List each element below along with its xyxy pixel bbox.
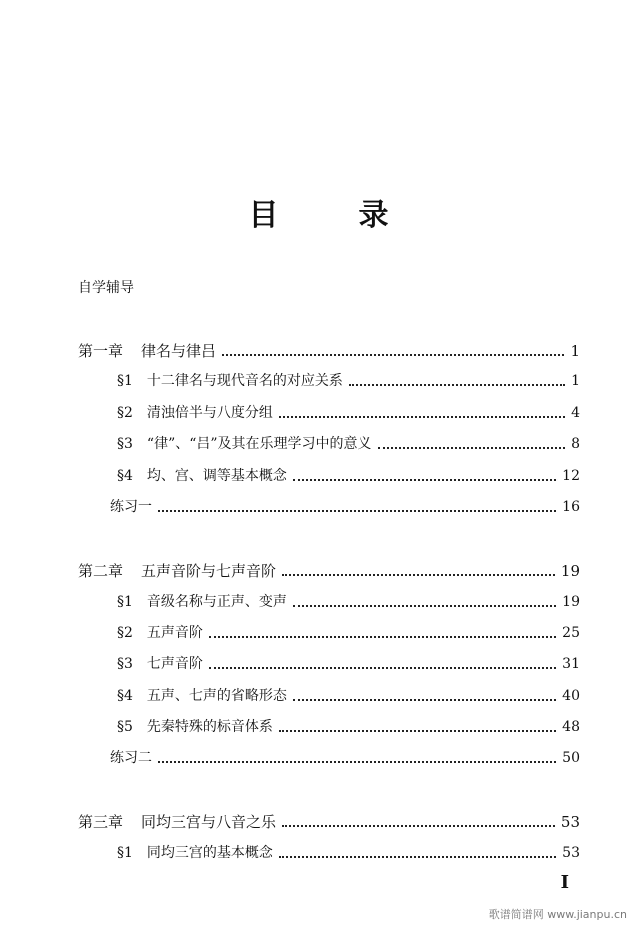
- section-title: 清浊倍半与八度分组: [146, 405, 273, 421]
- section-number: §1: [117, 594, 133, 610]
- section-title: 五声音阶: [146, 625, 203, 641]
- page-ref: 16: [562, 499, 580, 515]
- leader-dots: [378, 447, 566, 449]
- page-ref: 31: [562, 656, 580, 672]
- toc-ch2-section-2[interactable]: [117, 622, 580, 644]
- leader-dots: [222, 354, 564, 356]
- toc-chapter-2[interactable]: [78, 560, 580, 582]
- chapter-number: 第三章: [78, 813, 124, 831]
- chapter-title: 律名与律吕: [141, 342, 217, 360]
- chapter-number: 第一章: [78, 342, 124, 360]
- chapter-title: 五声音阶与七声音阶: [141, 562, 277, 580]
- toc-ch2-section-5[interactable]: [117, 716, 580, 738]
- section-title: 同均三宫的基本概念: [146, 845, 273, 861]
- page-ref: 8: [571, 436, 580, 452]
- toc-ch1-section-2[interactable]: [117, 402, 580, 424]
- toc-chapter-3[interactable]: [78, 811, 580, 833]
- section-number: §3: [117, 656, 133, 672]
- toc-ch2-exercise[interactable]: [110, 747, 580, 769]
- leader-dots: [209, 636, 556, 638]
- site-watermark: 歌谱简谱网 www.jianpu.cn: [488, 908, 627, 921]
- section-title: 七声音阶: [146, 656, 203, 672]
- leader-dots: [282, 574, 555, 576]
- leader-dots: [293, 479, 556, 481]
- chapter-number: 第二章: [78, 562, 124, 580]
- toc-ch2-section-1[interactable]: [117, 591, 580, 613]
- page-ref: 53: [562, 845, 580, 861]
- title-char-1: 目: [248, 198, 279, 233]
- leader-dots: [282, 825, 555, 827]
- page-ref: 12: [562, 468, 580, 484]
- leader-dots: [209, 667, 556, 669]
- toc-ch3-section-1[interactable]: [117, 842, 580, 864]
- section-title: 均、宫、调等基本概念: [146, 468, 287, 484]
- toc-ch2-section-3[interactable]: [117, 653, 580, 675]
- section-number: §1: [117, 845, 133, 861]
- leader-dots: [293, 605, 556, 607]
- page-ref: 50: [562, 750, 580, 766]
- page-ref: 48: [562, 719, 580, 735]
- page-ref: 25: [562, 625, 580, 641]
- leader-dots: [349, 384, 565, 386]
- section-number: §4: [117, 688, 133, 704]
- toc-ch1-section-3[interactable]: [117, 433, 580, 455]
- section-number: §2: [117, 625, 133, 641]
- page-ref: 1: [570, 342, 580, 360]
- section-title: 音级名称与正声、变声: [146, 594, 287, 610]
- page-title: [0, 190, 637, 234]
- section-number: §2: [117, 405, 133, 421]
- title-char-2: 录: [358, 198, 389, 233]
- leader-dots: [158, 761, 556, 763]
- leader-dots: [279, 416, 565, 418]
- section-title: 五声、七声的省略形态: [146, 688, 287, 704]
- leader-dots: [158, 510, 556, 512]
- page-ref: 4: [571, 405, 580, 421]
- section-number: §5: [117, 719, 133, 735]
- page-ref: 19: [560, 562, 580, 580]
- exercise-title: 练习二: [110, 750, 152, 766]
- page-ref: 40: [562, 688, 580, 704]
- section-number: §3: [117, 436, 133, 452]
- section-number: §4: [117, 468, 133, 484]
- toc-chapter-1[interactable]: [78, 340, 580, 362]
- section-title: 先秦特殊的标音体系: [146, 719, 273, 735]
- toc-ch1-exercise[interactable]: [110, 496, 580, 518]
- toc-ch2-section-4[interactable]: [117, 685, 580, 707]
- page-ref: 53: [560, 813, 580, 831]
- chapter-title: 同均三宫与八音之乐: [141, 813, 277, 831]
- page-ref: 1: [571, 373, 580, 389]
- leader-dots: [279, 730, 556, 732]
- section-number: §1: [117, 373, 133, 389]
- page-ref: 19: [562, 594, 580, 610]
- exercise-title: 练习一: [110, 499, 152, 515]
- toc-ch1-section-4[interactable]: [117, 465, 580, 487]
- leader-dots: [279, 856, 556, 858]
- toc-ch1-section-1[interactable]: [117, 370, 580, 392]
- leader-dots: [293, 699, 556, 701]
- section-title: “律”、“吕”及其在乐理学习中的意义: [146, 436, 372, 452]
- section-title: 十二律名与现代音名的对应关系: [146, 373, 343, 389]
- study-guide-heading: 自学辅导: [78, 280, 134, 296]
- page-number: I: [560, 872, 569, 893]
